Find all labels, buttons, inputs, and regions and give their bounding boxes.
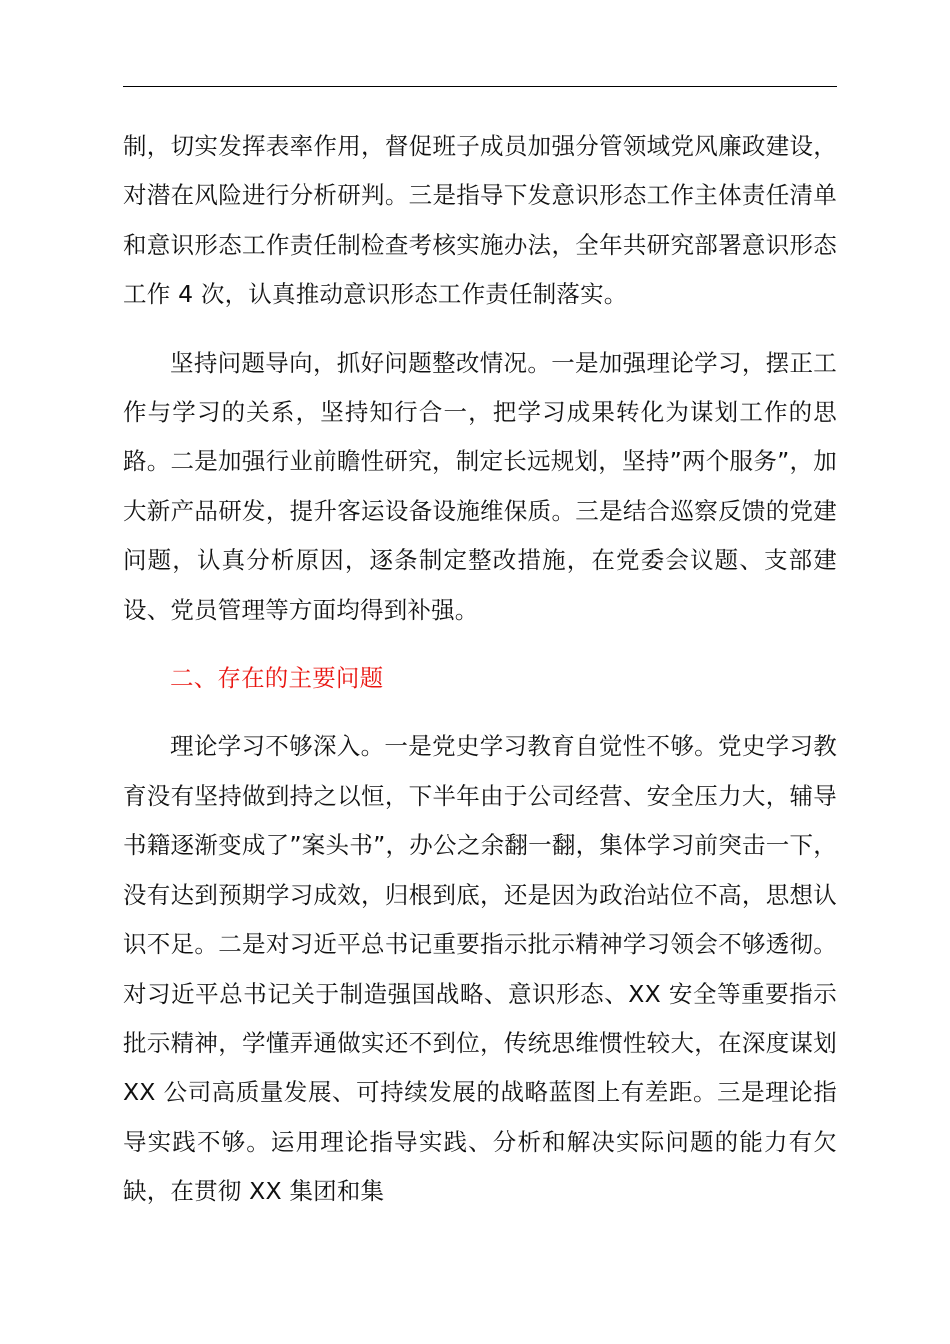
paragraph-rectification: 坚持问题导向，抓好问题整改情况。一是加强理论学习，摆正工作与学习的关系，坚持知行合一，把学习成果转化为谋划工作的思路。二是加强行业前瞻性研究，制定长远规划，坚持”两个服务”，加大新产品研发，提升客运设备设施维保质。三是结合巡察反馈的党建问题，认真分析原因，逐条制定整改措施，在党委会议题、支部建设、党员管理等方面均得到补强。 [123, 348, 837, 624]
document-body [123, 122, 837, 1217]
paragraph-theory-study: 理论学习不够深入。一是党史学习教育自觉性不够。党史学习教育没有坚持做到持之以恒，下半年由于公司经营、安全压力大，辅导书籍逐渐变成了”案头书”，办公之余翻一翻，集体学习前突击一下，没有达到预期学习成效，归根到底，还是因为政治站位不高，思想认识不足。二是对习近平总书记重要指示批示精神学习领会不够透彻。对习近平总书记关于制造强国战略、意识形态、XX 安全等重要指示批示精神，学懂弄通做实还不到位，传统思维惯性较大，在深度谋划 XX 公司高质量发展、可持续发展的战略蓝图上有差距。三是理论指导实践不够。运用理论指导实践、分析和解决实际问题的能力有欠缺，在贯彻 XX 集团和集 [123, 732, 837, 1206]
section-heading: 二、存在的主要问题 [170, 664, 384, 693]
paragraph-continuation: 制，切实发挥表率作用，督促班子成员加强分管领域党风廉政建设，对潜在风险进行分析研判。三是指导下发意识形态工作主体责任清单和意识形态工作责任制检查考核实施办法，全年共研究部署意识形态工作 4 次，认真推动意识形态工作责任制落实。 [123, 132, 837, 309]
header-rule [123, 86, 837, 87]
